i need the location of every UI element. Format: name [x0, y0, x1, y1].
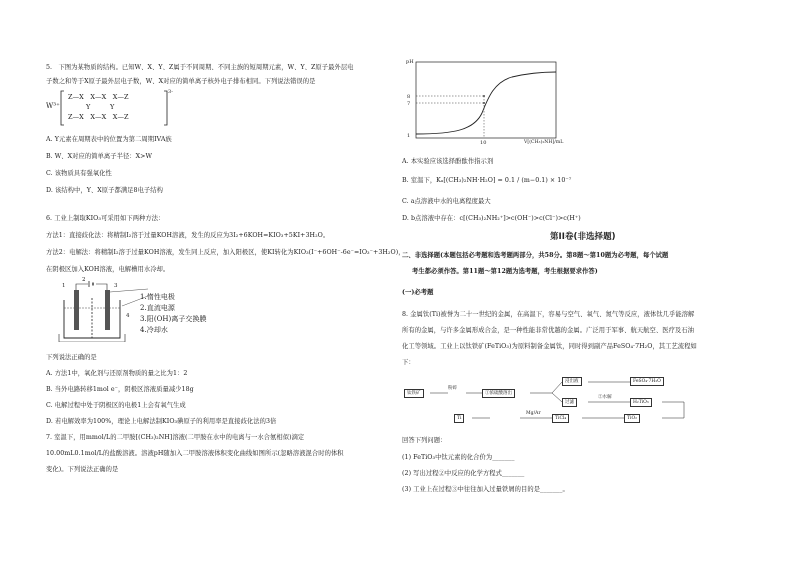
apparatus-legend: [140, 292, 207, 336]
q8-stem-line3: 化工等领域。工业上以钛铁矿(FeTiO₃)为原料制备金属钛，同时得到副产品FeSO₄·7H₂O，其工艺流程如: [402, 343, 697, 350]
flow-label-crush: 粉碎: [448, 386, 458, 391]
formula-row3: Z—X X—X X—Z: [68, 113, 129, 121]
q5-option-c: C. 该物质具有强氧化性: [46, 170, 112, 177]
q8-ask: 回答下列问题：: [402, 437, 447, 444]
flow-box-ti: Ti: [454, 414, 464, 423]
q6-option-b: B. 当外电路转移1mol e⁻，阴极区溶液质量减少18g: [46, 386, 194, 393]
q6-method2: 方法2：电解法：将精制I₂溶于过量KOH溶液，发生同上反应，加入阳极区，使KI转化为KIO₃(I⁻+6OH⁻-6e⁻=IO₃⁻+3H₂O)，: [46, 249, 405, 256]
graph-y-axis-label: pH: [406, 59, 414, 65]
legend-item-4: 4.冷却水: [140, 326, 168, 334]
flow-box-tio2: TiO₂: [624, 414, 640, 423]
figure-number-4: 4: [126, 313, 130, 319]
q6-method2-cont: 在阴极区加入KOH溶液，电解槽用水冷却。: [46, 266, 170, 273]
q5-option-b: B. W、X对应的简单离子半径：X>W: [46, 153, 153, 160]
q7-option-b: B. 室温下，Kₐ[(CH₃)₂NH·H₂O] = 0.1 / (m−0.1) × 10⁻⁷: [402, 177, 572, 184]
graph-y-tick-8: 8: [407, 94, 411, 100]
q6-option-c: C. 电解过程中处于阴极区的电极1上会有氧气生成: [46, 402, 186, 409]
graph-y-tick-7: 7: [407, 101, 411, 107]
q5-stem-line1: 5. 下图为某物质的结构。已知W、X、Y、Z属于不同周期、不同主族的短周期元素，W、Y、Z原子最外层电: [46, 64, 354, 71]
flow-box-feso4: FeSO₄·7H₂O: [630, 377, 664, 386]
graph-x-tick-10: 10: [480, 140, 487, 146]
q5-option-a: A. Y元素在周期表中的位置为第二周期IVA族: [46, 136, 172, 143]
part2-intro-line2: 考生都必须作答。第11题～第12题为选考题，考生根据要求作答): [412, 268, 598, 275]
process-flow-diagram: [402, 372, 757, 432]
titration-graph: [404, 58, 604, 148]
formula-charge: 3-: [168, 89, 173, 95]
formula-prefix: W³⁺: [46, 102, 60, 110]
q5-structure-formula: [46, 88, 186, 128]
flow-box-ore: 钛铁矿: [404, 389, 424, 398]
titration-curve-svg: [404, 58, 604, 148]
part2-section-label: (一)必考题: [402, 289, 434, 296]
flow-label-hydro: ②水解: [598, 395, 612, 400]
figure-number-1: 1: [62, 283, 66, 289]
q6-option-a: A. 方法1中，氧化剂与还原剂物质的量之比为1：2: [46, 370, 188, 377]
flow-label-mg: Mg/Ar: [526, 411, 541, 416]
q8-stem-line2: 所有的金属，与许多金属形成合金，是一种性能非常优越的金属。广泛用于军事、航天航空、医疗及石油: [402, 327, 694, 334]
figure-number-2: 2: [82, 277, 86, 283]
formula-row1: Z—X X—X X—Z: [68, 93, 129, 101]
q7-stem-line2: 10.00mL0.1mol/L的盐酸溶液。溶液pH随加入二甲胺溶液体积变化曲线如图所示(忽略溶液混合时的体积: [46, 450, 344, 457]
q7-stem-line1: 7. 室温下，用mmol/L的二甲胺[(CH₃)₂NH]溶液(二甲胺在水中的电离与一水合氨相似)滴定: [46, 434, 305, 441]
figure-number-3: 3: [114, 283, 118, 289]
q5-option-d: D. 该结构中，Y、X原子都满足8电子结构: [46, 187, 163, 194]
q7-option-d: D. b点溶液中存在：c[(CH₃)₂NH₂⁺]>c(OH⁻)>c(Cl⁻)>c(H⁺): [402, 215, 581, 222]
q6-method1: 方法1：直接歧化法：将精制I₂溶于过量KOH溶液，发生的反应为3I₂+6KOH=KIO₃+5KI+3H₂O。: [46, 232, 330, 239]
graph-y-tick-1: 1: [407, 133, 411, 139]
part2-heading: 第II卷(非选择题): [550, 232, 616, 242]
q8-stem-line4: 下：: [402, 359, 415, 366]
q8-stem-line1: 8. 金属钛(Ti)被誉为二十一世纪的金属，在高温下，容易与空气、氧气、氮气等反应，液体钛几乎能溶解: [402, 311, 695, 318]
legend-item-2: 2.直流电源: [140, 304, 175, 312]
q6-option-d: D. 若电解效率为100%，理论上电解法制KIO₃碘原子的利用率是直接歧化法的3倍: [46, 418, 277, 425]
formula-row2: Y Y: [86, 103, 115, 111]
flow-box-h2tio3: H₂TiO₃: [630, 398, 652, 407]
q7-option-a: A. 本实验应该选择酚酞作指示剂: [402, 158, 494, 165]
q6-ask: 下列说法正确的是: [46, 354, 97, 361]
flow-box-ticl4: TiCl₄: [552, 414, 569, 423]
graph-x-axis-label: V[(CH₃)₂NH]/mL: [524, 140, 564, 145]
legend-item-3: 3.阳(OH)离子交换膜: [140, 315, 207, 323]
flow-box-filter: 过滤: [562, 398, 577, 407]
q7-option-c: C. a点溶液中水的电离程度最大: [402, 198, 491, 205]
legend-item-1: 1.惰性电极: [140, 293, 175, 301]
q8-sub1: (1) FeTiO₃中钛元素的化合价为_______: [402, 454, 515, 461]
flow-box-acid: ①浓硫酸溶出: [482, 389, 515, 398]
q7-stem-line3: 变化)。下列说法正确的是: [46, 466, 119, 473]
q6-stem: 6. 工业上制取KIO₃可采用如下两种方法：: [46, 215, 165, 222]
q8-sub2: (2) 写出过程②中反应的化学方程式_______: [402, 470, 525, 477]
flow-box-leach: 浸出液: [562, 377, 582, 386]
q8-sub3: (3) 工业上在过程③中往往加入过量铁屑的目的是_______。: [402, 486, 569, 493]
part2-intro-line1: 二、非选择题(本题包括必考题和选考题两部分，共58分。第8题～第10题为必考题，每个试题: [402, 252, 669, 259]
q5-stem-line2: 子数之和等于X原子最外层电子数，W、X对应的简单离子核外电子排布相同。下列说法错误的是: [46, 78, 316, 85]
